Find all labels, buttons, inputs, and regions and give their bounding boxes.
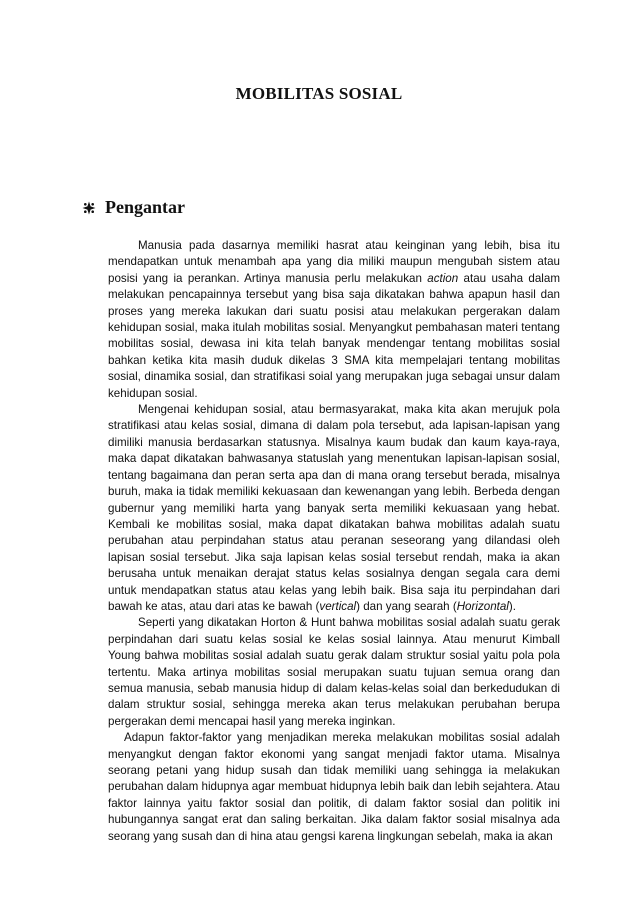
section-heading	[82, 197, 185, 218]
body-paragraph	[108, 615, 560, 730]
paragraph-text: Mengenai kehidupan sosial, atau bermasyarakat, maka kita akan merujuk pola stratifikasi atau kelas sosial, dimana di dalam pola tersebut, ada lapisan-lapisan yang dimiliki manusia berdasarkan statusnya. Misalnya kaum budak dan kaum kaya-raya, maka dapat dikatakan bahwasanya statuslah yang menentukan lapisan-lapisan sosial, tentang bagaimana dan peran serta apa dan di mana orang tersebut berada, misalnya buruh, maka ia tidak memiliki kekuasaan dan kewenangan yang lebih. Berbeda dengan gubernur yang memiliki harta yang banyak serta memiliki kekuasaan yang hebat. Kembali ke mobilitas sosial, maka dapat dikatakan bahwa mobilitas adalah suatu perubahan atau perpindahan status atau peranan seseorang yang dilandasi oleh lapisan sosial tersebut. Jika saja lapisan kelas sosial tersebut rendah, maka ia akan berusaha untuk menaikan derajat status kelas sosialnya dengan segala cara demi untuk mendapatkan status atau kelas yang lebih baik. Bisa saja itu perpindahan dari bawah ke atas, atau dari atas ke bawah (	[108, 403, 560, 613]
paragraph-text: ).	[508, 599, 516, 613]
paragraph-text: Seperti yang dikatakan Horton & Hunt bahwa mobilitas sosial adalah suatu gerak perpindahan dari suatu kelas sosial ke kelas sosial lainnya. Atau menurut Kimball Young bahwa mobilitas sosial adalah suatu gerak dalam struktur sosial yaitu pola pola tertentu. Maka artinya mobilitas sosial merupakan suatu tujuan semua orang dan semua manusia, sebab manusia hidup di dalam kelas-kelas soial dan berkedudukan di dalam struktur sosial, sehingga mereka akan terus melakukan perubahan berupa pergerakan demi mencapai hasil yang mereka inginkan.	[108, 616, 560, 728]
page-title: MOBILITAS SOSIAL	[235, 84, 403, 103]
section-heading-text: Pengantar	[105, 197, 185, 217]
body-paragraph	[108, 730, 560, 845]
italic-term: Horizontal	[456, 599, 509, 613]
body-paragraph	[108, 402, 560, 615]
paragraph-text: Manusia pada dasarnya memiliki hasrat atau keinginan yang lebih, bisa itu mendapatkan untuk menambah apa yang dia miliki maupun mengubah sistem atau posisi yang ia perankan. Artinya manusia perlu melakukan	[108, 239, 560, 285]
diamond-bullet-icon	[82, 201, 96, 215]
paragraph-text: atau usaha dalam melakukan pencapainnya tersebut yang bisa saja dikatakan bahwa apapun hasil dan proses yang mereka lakukan dari suatu posisi atau melakukan pergerakan dalam kehidupan sosial, maka itulah mobilitas sosial. Menyangkut pembahasan materi tentang mobilitas sosial, dewasa ini kita telah banyak mendengar tentang mobilitas sosial bahkan ketika kita masih duduk dikelas 3 SMA kita mempelajari tentang mobilitas sosial, dinamika sosial, dan stratifikasi soial yang merupakan juga sebagai unsur dalam kehidupan sosial.	[108, 271, 560, 400]
italic-term: action	[427, 271, 459, 285]
paragraph-text: ) dan yang searah (	[356, 599, 457, 613]
body-paragraph	[108, 238, 560, 402]
body-text	[108, 238, 560, 845]
italic-term: vertical	[319, 599, 357, 613]
paragraph-text: Adapun faktor-faktor yang menjadikan mereka melakukan mobilitas sosial adalah menyangkut dengan faktor ekonomi yang sangat menjadi faktor utama. Misalnya seorang petani yang hidup susah dan tidak memiliki uang sehingga ia melakukan perubahan dalam hidupnya agar membuat hidupnya lebih baik dan lebih sejahtera. Atau faktor lainnya yaitu faktor sosial dan politik, di dalam faktor sosial dan politik ini hubungannya sangat erat dan saling berkaitan. Jika dalam faktor sosial misalnya ada seorang yang susah dan di hina atau gengsi karena lingkungan sebelah, maka ia akan	[108, 731, 560, 843]
